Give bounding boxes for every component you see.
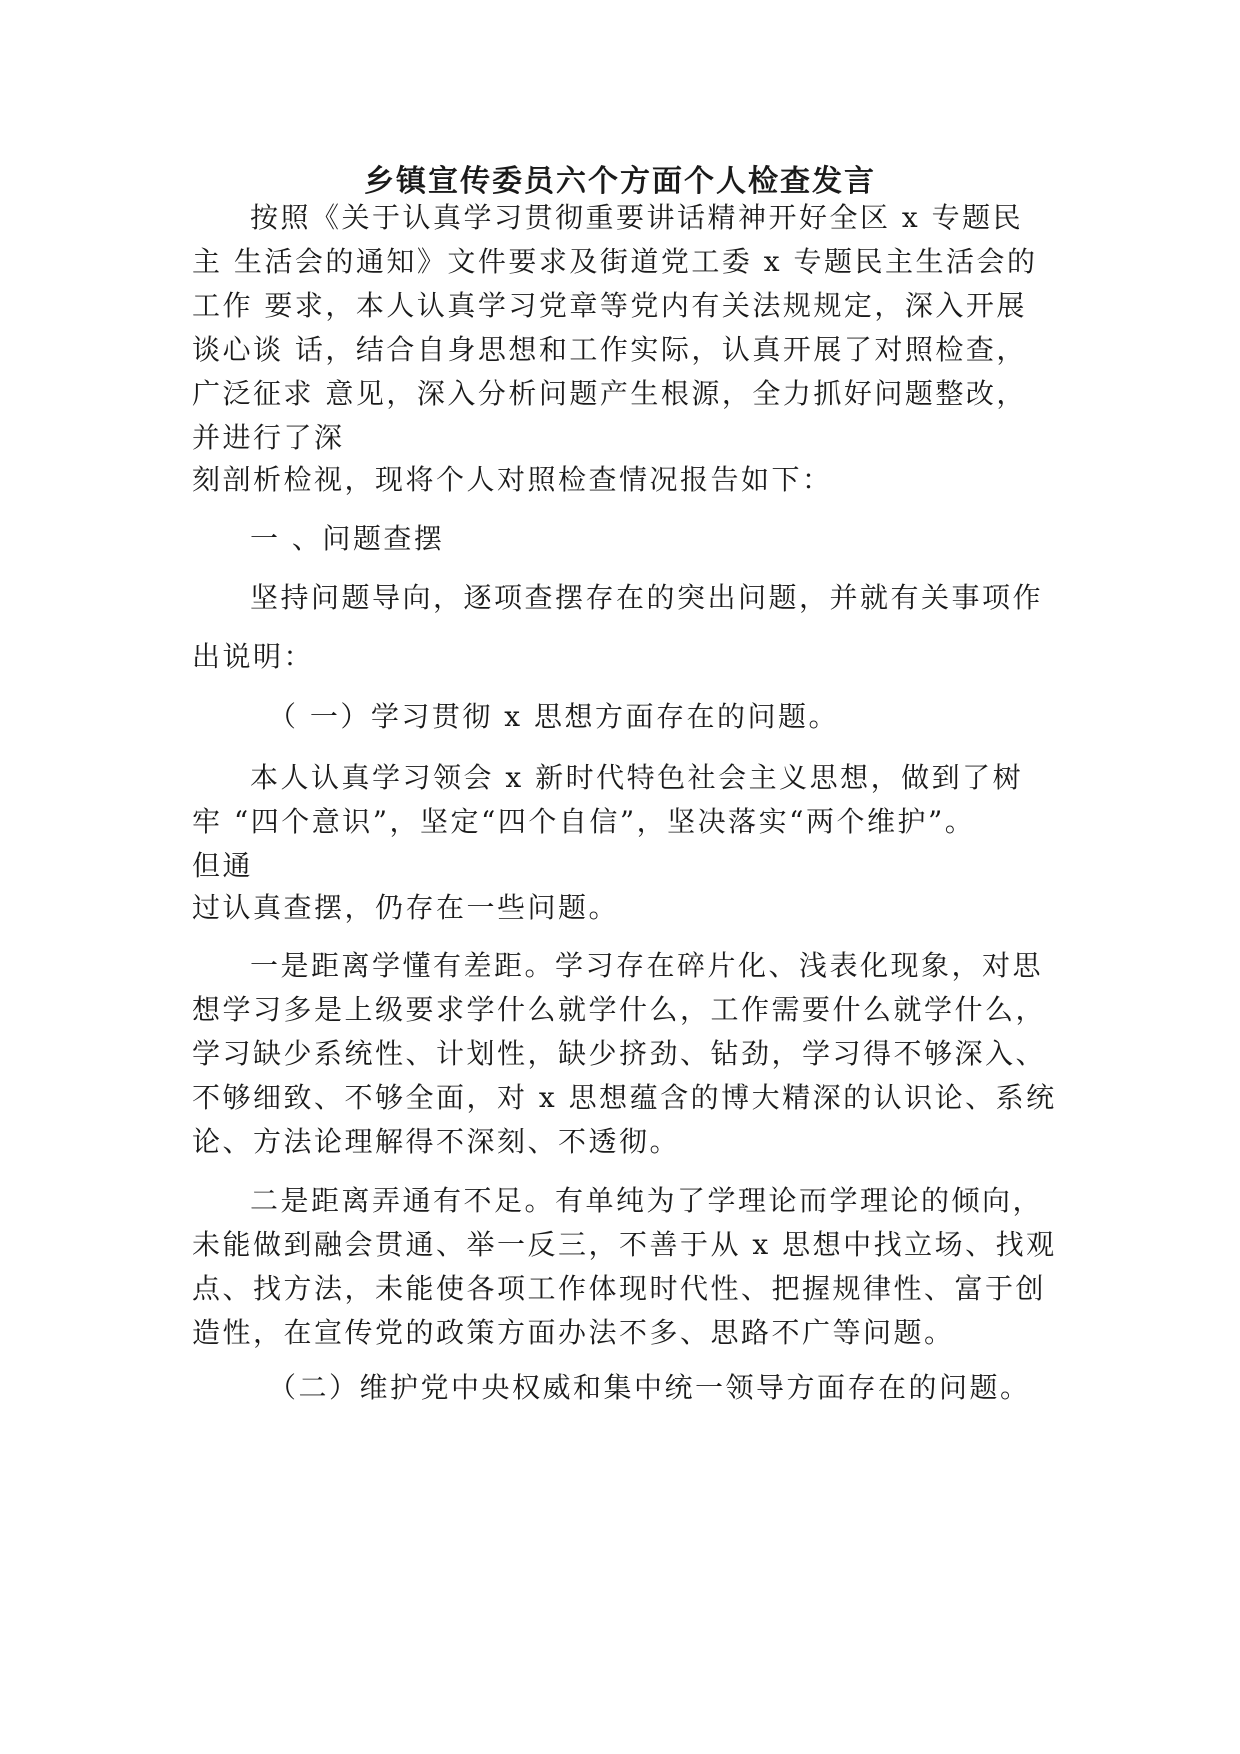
paragraph-line: 不够细致、不够全面，对 x 思想蕴含的博大精深的认识论、系统 [192,1081,1057,1114]
paragraph-line: 刻剖析检视，现将个人对照检查情况报告如下： [192,463,833,496]
paragraph-line: 论、方法论理解得不深刻、不透彻。 [192,1125,681,1158]
paragraph-line: 造性，在宣传党的政策方面办法不多、思路不广等问题。 [192,1316,955,1349]
subsection-heading: （二）维护党中央权威和集中统一领导方面存在的问题。 [268,1371,1031,1404]
document-title: 乡镇宣传委员六个方面个人检查发言 [364,164,876,199]
paragraph-line: 主 生活会的通知》文件要求及街道党工委 x 专题民主生活会的 [192,245,1038,278]
paragraph-line: 按照《关于认真学习贯彻重要讲话精神开好全区 x 专题民 [250,201,1024,234]
paragraph-line: 工作 要求，本人认真学习党章等党内有关法规规定，深入开展 [192,289,1027,322]
paragraph-line: 谈心谈 话，结合自身思想和工作实际，认真开展了对照检查， [192,333,1027,366]
paragraph-line: 坚持问题导向，逐项查摆存在的突出问题，并就有关事项作 [250,581,1044,614]
paragraph-line: 本人认真学习领会 x 新时代特色社会主义思想，做到了树 [250,761,1024,794]
subsection-heading: （ 一）学习贯彻 x 思想方面存在的问题。 [268,700,839,733]
paragraph-line: 广泛征求 意见，深入分析问题产生根源，全力抓好问题整改， [192,377,1027,410]
paragraph-line: 一是距离学懂有差距。学习存在碎片化、浅表化现象，对思 [250,949,1044,982]
paragraph-line: 学习缺少系统性、计划性，缺少挤劲、钻劲，学习得不够深入、 [192,1037,1047,1070]
paragraph-line: 过认真查摆，仍存在一些问题。 [192,891,620,924]
paragraph-line: 想学习多是上级要求学什么就学什么，工作需要什么就学什么， [192,993,1047,1026]
paragraph-line: 并进行了深 [192,421,345,454]
paragraph-line: 未能做到融会贯通、举一反三，不善于从 x 思想中找立场、找观 [192,1228,1057,1261]
section-heading: 一 、问题查摆 [250,522,445,555]
paragraph-line: 但通 [192,849,254,882]
paragraph-line: 二是距离弄通有不足。有单纯为了学理论而学理论的倾向， [250,1184,1044,1217]
paragraph-line: 点、找方法，未能使各项工作体现时代性、把握规律性、富于创 [192,1272,1047,1305]
paragraph-line: 出说明： [192,640,315,673]
paragraph-line: 牢 “四个意识”，坚定“四个自信”，坚决落实“两个维护”。 [192,805,976,838]
